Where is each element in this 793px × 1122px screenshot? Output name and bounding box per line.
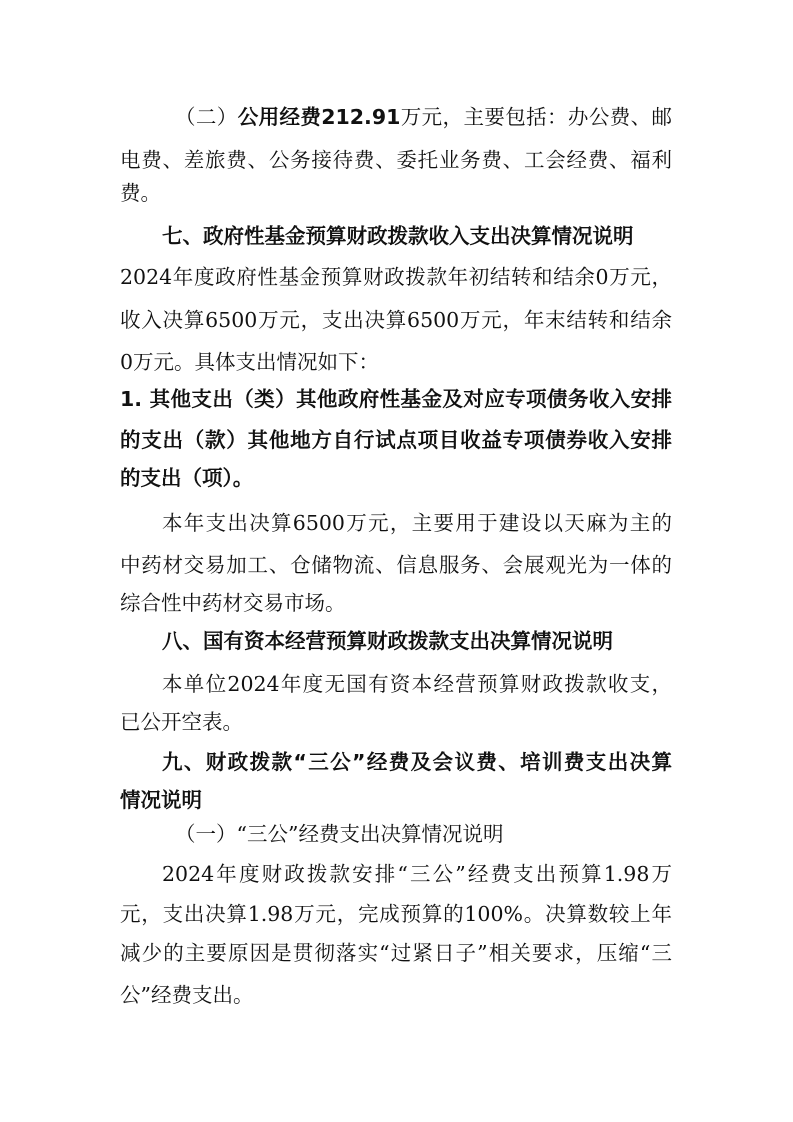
paragraph-line: 综合性中药材交易市场。 <box>120 591 346 615</box>
heading-section-8: 八、国有资本经营预算财政拨款支出决算情况说明 <box>162 629 613 653</box>
paragraph-line: 公”经费支出。 <box>120 983 254 1007</box>
text: 万元，主要包括：办公费、邮 <box>400 105 673 129</box>
paragraph-line: 本单位2024年度无国有资本经营预算财政拨款收支， <box>162 672 672 696</box>
paragraph-line: 2024年度政府性基金预算财政拨款年初结转和结余0万元， <box>120 265 672 289</box>
heading-section-9: 九、财政拨款“三公”经费及会议费、培训费支出决算 <box>162 750 672 774</box>
paragraph-line: 费。 <box>120 181 161 205</box>
paragraph-line: 减少的主要原因是贯彻落实“过紧日子”相关要求，压缩“三 <box>120 941 672 965</box>
subheading-line: 的支出（项）。 <box>120 466 254 490</box>
heading-section-7: 七、政府性基金预算财政拨款收入支出决算情况说明 <box>162 224 634 248</box>
paragraph-line: 元，支出决算1.98万元，完成预算的100%。决算数较上年 <box>120 902 672 926</box>
paragraph-line: 电费、差旅费、公务接待费、委托业务费、工会经费、福利 <box>120 148 672 172</box>
paragraph-line: 已公开空表。 <box>120 710 243 734</box>
paragraph-line: 本年支出决算6500万元，主要用于建设以天麻为主的 <box>162 511 672 535</box>
paragraph-line: 收入决算6500万元，支出决算6500万元，年末结转和结余 <box>120 308 672 332</box>
paragraph-line: 0万元。具体支出情况如下： <box>120 350 380 374</box>
section-number: （二） <box>175 105 238 129</box>
subheading-three-public: （一）“三公”经费支出决算情况说明 <box>175 822 504 846</box>
paragraph-line: 中药材交易加工、仓储物流、信息服务、会展观光为一体的 <box>120 553 672 577</box>
heading-section-9-cont: 情况说明 <box>120 788 202 812</box>
paragraph-line: 2024年度财政拨款安排“三公”经费支出预算1.98万 <box>162 862 672 886</box>
subheading-line: 的支出（款）其他地方自行试点项目收益专项债券收入安排 <box>120 428 672 452</box>
bold-amount: 公用经费212.91 <box>237 105 401 129</box>
paragraph-public-expenses-line <box>175 105 672 129</box>
subheading-line: 1. 其他支出（类）其他政府性基金及对应专项债务收入安排 <box>120 387 672 411</box>
